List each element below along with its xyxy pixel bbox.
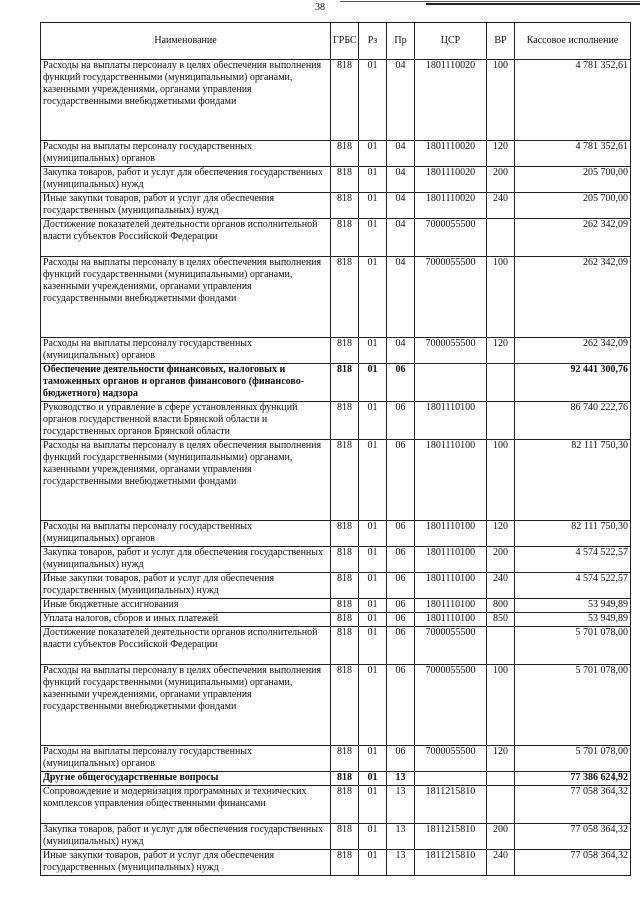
row-name: Иные закупки товаров, работ и услуг для обеспечения государственных (муниципальных) нужд	[41, 850, 331, 876]
table-row	[41, 665, 631, 746]
row-amount: 262 342,09	[515, 219, 631, 257]
row-pr: 04	[387, 193, 415, 219]
row-csr: 1801110020	[415, 193, 487, 219]
row-amount: 4 574 522,57	[515, 573, 631, 599]
header-grbs: ГРБС	[331, 23, 359, 60]
row-csr: 7000055500	[415, 219, 487, 257]
row-csr: 7000055500	[415, 257, 487, 338]
row-pr: 04	[387, 219, 415, 257]
row-csr	[415, 364, 487, 402]
row-amount: 262 342,09	[515, 338, 631, 364]
row-name: Достижение показателей деятельности органов исполнительной власти субъектов Российской Федерации	[41, 219, 331, 257]
row-grbs: 818	[331, 850, 359, 876]
table-row	[41, 824, 631, 850]
row-name: Обеспечение деятельности финансовых, налоговых и таможенных органов и органов финансового (финансово-бюджетного) надзора	[41, 364, 331, 402]
row-rz: 01	[359, 338, 387, 364]
row-amount: 77 386 624,92	[515, 772, 631, 786]
row-grbs: 818	[331, 599, 359, 613]
row-pr: 13	[387, 772, 415, 786]
header-rz: Рз	[359, 23, 387, 60]
row-pr: 06	[387, 665, 415, 746]
row-amount: 4 574 522,57	[515, 547, 631, 573]
header-vr: ВР	[487, 23, 515, 60]
row-csr: 1801110100	[415, 613, 487, 627]
row-rz: 01	[359, 824, 387, 850]
row-grbs: 818	[331, 627, 359, 665]
table-row	[41, 402, 631, 440]
row-name: Другие общегосударственные вопросы	[41, 772, 331, 786]
row-rz: 01	[359, 850, 387, 876]
table-row	[41, 193, 631, 219]
row-csr: 1801110020	[415, 60, 487, 141]
row-name: Закупка товаров, работ и услуг для обеспечения государственных (муниципальных) нужд	[41, 167, 331, 193]
row-vr: 200	[487, 547, 515, 573]
table-row	[41, 547, 631, 573]
row-grbs: 818	[331, 167, 359, 193]
row-csr: 1801110100	[415, 440, 487, 521]
row-pr: 06	[387, 627, 415, 665]
row-csr: 1811215810	[415, 824, 487, 850]
row-grbs: 818	[331, 613, 359, 627]
row-amount: 4 781 352,61	[515, 60, 631, 141]
row-grbs: 818	[331, 824, 359, 850]
table-body	[41, 60, 631, 876]
row-csr: 7000055500	[415, 746, 487, 772]
table-row	[41, 257, 631, 338]
row-vr: 100	[487, 257, 515, 338]
row-vr: 850	[487, 613, 515, 627]
page-number: 38	[315, 2, 325, 13]
table-row	[41, 60, 631, 141]
row-rz: 01	[359, 613, 387, 627]
row-vr: 240	[487, 193, 515, 219]
row-pr: 04	[387, 338, 415, 364]
header-amount: Кассовое исполнение	[515, 23, 631, 60]
row-amount: 82 111 750,30	[515, 521, 631, 547]
row-pr: 06	[387, 573, 415, 599]
row-vr	[487, 786, 515, 824]
row-rz: 01	[359, 772, 387, 786]
row-grbs: 818	[331, 772, 359, 786]
row-csr	[415, 772, 487, 786]
row-name: Сопровождение и модернизация программных и технических комплексов управления общественными финансами	[41, 786, 331, 824]
row-amount: 77 058 364,32	[515, 850, 631, 876]
table-row	[41, 440, 631, 521]
row-vr	[487, 627, 515, 665]
row-name: Иные закупки товаров, работ и услуг для обеспечения государственных (муниципальных) нужд	[41, 193, 331, 219]
table-row	[41, 599, 631, 613]
row-name: Расходы на выплаты персоналу в целях обеспечения выполнения функций государственными (муниципальными) органами, казенными учреждениями, органами управления государственными внебюджетными фондами	[41, 60, 331, 141]
row-amount: 262 342,09	[515, 257, 631, 338]
row-grbs: 818	[331, 547, 359, 573]
row-grbs: 818	[331, 440, 359, 521]
row-name: Уплата налогов, сборов и иных платежей	[41, 613, 331, 627]
row-amount: 77 058 364,32	[515, 824, 631, 850]
row-pr: 06	[387, 521, 415, 547]
row-rz: 01	[359, 627, 387, 665]
header-name: Наименование	[41, 23, 331, 60]
row-vr: 800	[487, 599, 515, 613]
header-row	[41, 23, 631, 60]
row-grbs: 818	[331, 521, 359, 547]
row-grbs: 818	[331, 141, 359, 167]
row-csr: 7000055500	[415, 627, 487, 665]
row-grbs: 818	[331, 338, 359, 364]
row-csr: 1801110100	[415, 573, 487, 599]
row-amount: 77 058 364,32	[515, 786, 631, 824]
row-grbs: 818	[331, 193, 359, 219]
row-grbs: 818	[331, 60, 359, 141]
row-pr: 06	[387, 613, 415, 627]
table-row	[41, 613, 631, 627]
table-row	[41, 141, 631, 167]
row-pr: 13	[387, 850, 415, 876]
table-row	[41, 627, 631, 665]
row-pr: 13	[387, 824, 415, 850]
row-amount: 205 700,00	[515, 193, 631, 219]
row-csr: 1811215810	[415, 850, 487, 876]
table-row	[41, 338, 631, 364]
row-name: Расходы на выплаты персоналу в целях обеспечения выполнения функций государственными (муниципальными) органами, казенными учреждениями, органами управления государственными внебюджетными фондами	[41, 665, 331, 746]
row-vr: 100	[487, 665, 515, 746]
row-vr	[487, 364, 515, 402]
row-rz: 01	[359, 573, 387, 599]
row-amount: 92 441 300,76	[515, 364, 631, 402]
row-pr: 06	[387, 402, 415, 440]
row-name: Закупка товаров, работ и услуг для обеспечения государственных (муниципальных) нужд	[41, 824, 331, 850]
row-vr: 240	[487, 850, 515, 876]
row-vr: 120	[487, 338, 515, 364]
row-name: Расходы на выплаты персоналу в целях обеспечения выполнения функций государственными (муниципальными) органами, казенными учреждениями, органами управления государственными внебюджетными фондами	[41, 440, 331, 521]
row-name: Иные бюджетные ассигнования	[41, 599, 331, 613]
row-name: Закупка товаров, работ и услуг для обеспечения государственных (муниципальных) нужд	[41, 547, 331, 573]
row-rz: 01	[359, 665, 387, 746]
table-row	[41, 746, 631, 772]
row-pr: 06	[387, 440, 415, 521]
row-pr: 04	[387, 60, 415, 141]
row-rz: 01	[359, 141, 387, 167]
table-row	[41, 573, 631, 599]
row-rz: 01	[359, 746, 387, 772]
row-csr: 1801110100	[415, 599, 487, 613]
row-vr	[487, 772, 515, 786]
row-grbs: 818	[331, 364, 359, 402]
row-vr: 200	[487, 167, 515, 193]
row-name: Расходы на выплаты персоналу государственных (муниципальных) органов	[41, 338, 331, 364]
row-pr: 06	[387, 547, 415, 573]
row-csr: 1801110020	[415, 167, 487, 193]
table-row	[41, 786, 631, 824]
row-grbs: 818	[331, 786, 359, 824]
row-grbs: 818	[331, 746, 359, 772]
row-csr: 1801110100	[415, 402, 487, 440]
table-row	[41, 219, 631, 257]
row-name: Руководство и управление в сфере установленных функций органов государственной власти Брянской области и государственных органов Брянской области	[41, 402, 331, 440]
row-vr: 120	[487, 746, 515, 772]
row-amount: 5 701 078,00	[515, 746, 631, 772]
budget-table	[40, 22, 631, 876]
row-amount: 53 949,89	[515, 613, 631, 627]
row-rz: 01	[359, 786, 387, 824]
row-csr: 7000055500	[415, 665, 487, 746]
row-rz: 01	[359, 599, 387, 613]
row-name: Иные закупки товаров, работ и услуг для обеспечения государственных (муниципальных) нужд	[41, 573, 331, 599]
header-pr: Пр	[387, 23, 415, 60]
row-grbs: 818	[331, 573, 359, 599]
table-row	[41, 364, 631, 402]
row-grbs: 818	[331, 257, 359, 338]
table-row	[41, 521, 631, 547]
row-csr: 1801110020	[415, 141, 487, 167]
row-amount: 82 111 750,30	[515, 440, 631, 521]
row-amount: 205 700,00	[515, 167, 631, 193]
row-rz: 01	[359, 440, 387, 521]
row-vr: 100	[487, 440, 515, 521]
row-grbs: 818	[331, 402, 359, 440]
row-grbs: 818	[331, 219, 359, 257]
table-row	[41, 772, 631, 786]
row-rz: 01	[359, 521, 387, 547]
row-vr: 200	[487, 824, 515, 850]
row-pr: 06	[387, 364, 415, 402]
row-pr: 04	[387, 141, 415, 167]
row-amount: 53 949,89	[515, 599, 631, 613]
row-pr: 06	[387, 599, 415, 613]
row-grbs: 818	[331, 665, 359, 746]
row-vr: 120	[487, 521, 515, 547]
row-amount: 86 740 222,76	[515, 402, 631, 440]
row-pr: 04	[387, 167, 415, 193]
row-amount: 5 701 078,00	[515, 665, 631, 746]
row-name: Расходы на выплаты персоналу государственных (муниципальных) органов	[41, 521, 331, 547]
row-rz: 01	[359, 193, 387, 219]
row-name: Расходы на выплаты персоналу в целях обеспечения выполнения функций государственными (муниципальными) органами, казенными учреждениями, органами управления государственными внебюджетными фондами	[41, 257, 331, 338]
row-vr: 100	[487, 60, 515, 141]
row-amount: 4 781 352,61	[515, 141, 631, 167]
row-vr	[487, 219, 515, 257]
row-csr: 1801110100	[415, 521, 487, 547]
table-row	[41, 850, 631, 876]
row-rz: 01	[359, 60, 387, 141]
row-vr: 240	[487, 573, 515, 599]
row-rz: 01	[359, 219, 387, 257]
row-pr: 13	[387, 786, 415, 824]
row-vr	[487, 402, 515, 440]
header-csr: ЦСР	[415, 23, 487, 60]
table-row	[41, 167, 631, 193]
row-csr: 1811215810	[415, 786, 487, 824]
row-rz: 01	[359, 364, 387, 402]
row-name: Расходы на выплаты персоналу государственных (муниципальных) органов	[41, 141, 331, 167]
row-csr: 7000055500	[415, 338, 487, 364]
row-pr: 04	[387, 257, 415, 338]
row-rz: 01	[359, 257, 387, 338]
row-vr: 120	[487, 141, 515, 167]
row-rz: 01	[359, 547, 387, 573]
row-rz: 01	[359, 402, 387, 440]
row-name: Достижение показателей деятельности органов исполнительной власти субъектов Российской Федерации	[41, 627, 331, 665]
row-csr: 1801110100	[415, 547, 487, 573]
row-rz: 01	[359, 167, 387, 193]
row-name: Расходы на выплаты персоналу государственных (муниципальных) органов	[41, 746, 331, 772]
row-pr: 06	[387, 746, 415, 772]
row-amount: 5 701 078,00	[515, 627, 631, 665]
